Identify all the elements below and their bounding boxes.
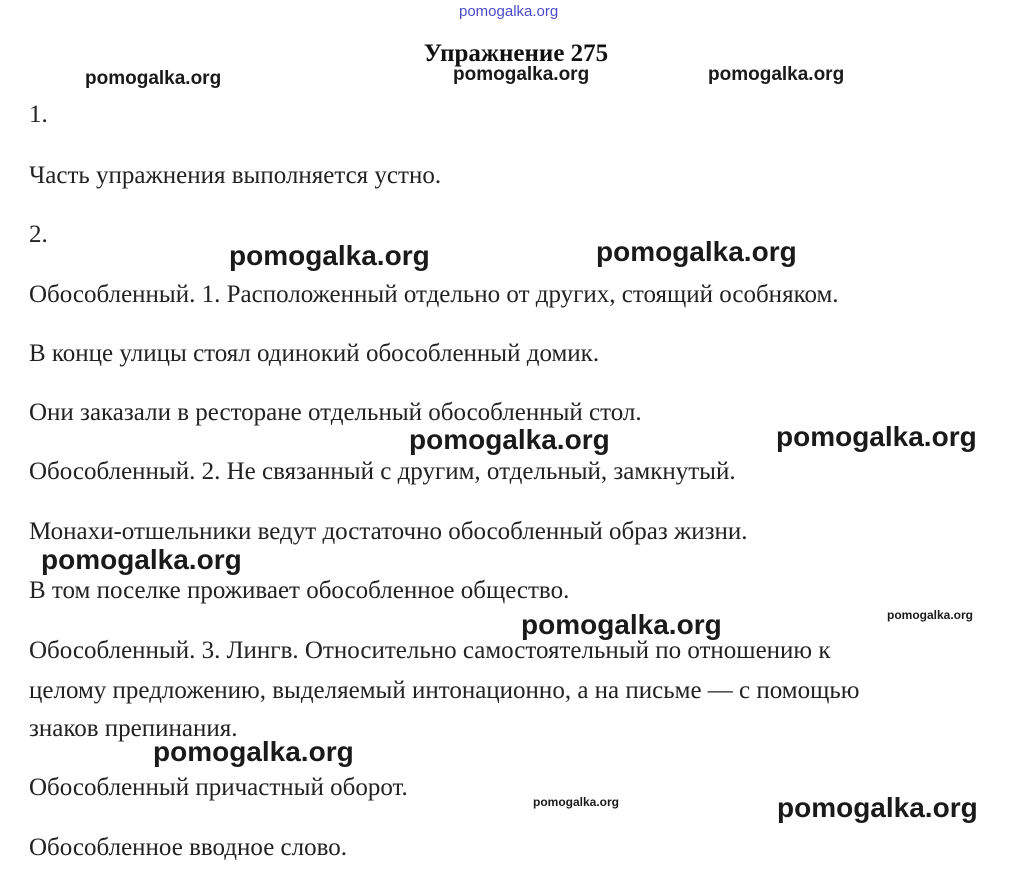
watermark: pomogalka.org [453, 64, 590, 85]
definition-3-continued: знаков препинания. [29, 715, 238, 742]
watermark: pomogalka.org [85, 68, 222, 89]
definition-2: Обособленный. 2. Не связанный с другим, отдельный, замкнутый. [29, 458, 736, 485]
definition-3: Обособленный. 3. Лингв. Относительно самостоятельный по отношению к [29, 637, 831, 664]
exercise-title: Упражнение 275 [423, 40, 609, 67]
watermark: pomogalka.org [153, 736, 354, 767]
item-number-2: 2. [29, 221, 48, 248]
watermark: pomogalka.org [596, 236, 797, 267]
watermark: pomogalka.org [777, 792, 978, 823]
watermark: pomogalka.org [459, 3, 559, 20]
example-line: В конце улицы стоял одинокий обособленный домик. [29, 340, 600, 367]
watermark: pomogalka.org [41, 544, 242, 575]
watermark: pomogalka.org [409, 424, 610, 455]
watermark: pomogalka.org [887, 608, 974, 622]
example-line: В том поселке проживает обособленное общество. [29, 577, 570, 604]
example-line: Обособленный причастный оборот. [29, 774, 408, 801]
example-line: Монахи-отшельники ведут достаточно обособленный образ жизни. [29, 518, 748, 545]
example-line: Они заказали в ресторане отдельный обособленный стол. [29, 399, 642, 426]
watermark: pomogalka.org [229, 240, 430, 271]
item-number-1: 1. [29, 101, 48, 128]
watermark: pomogalka.org [776, 421, 977, 452]
watermark: pomogalka.org [533, 795, 620, 809]
example-line: Обособленное вводное слово. [29, 834, 347, 861]
watermark: pomogalka.org [708, 64, 845, 85]
watermark: pomogalka.org [521, 609, 722, 640]
definition-3-continued: целому предложению, выделяемый интонационно, а на письме — с помощью [29, 677, 860, 704]
text-line: Часть упражнения выполняется устно. [29, 162, 442, 189]
definition-1: Обособленный. 1. Расположенный отдельно от других, стоящий особняком. [29, 281, 839, 308]
